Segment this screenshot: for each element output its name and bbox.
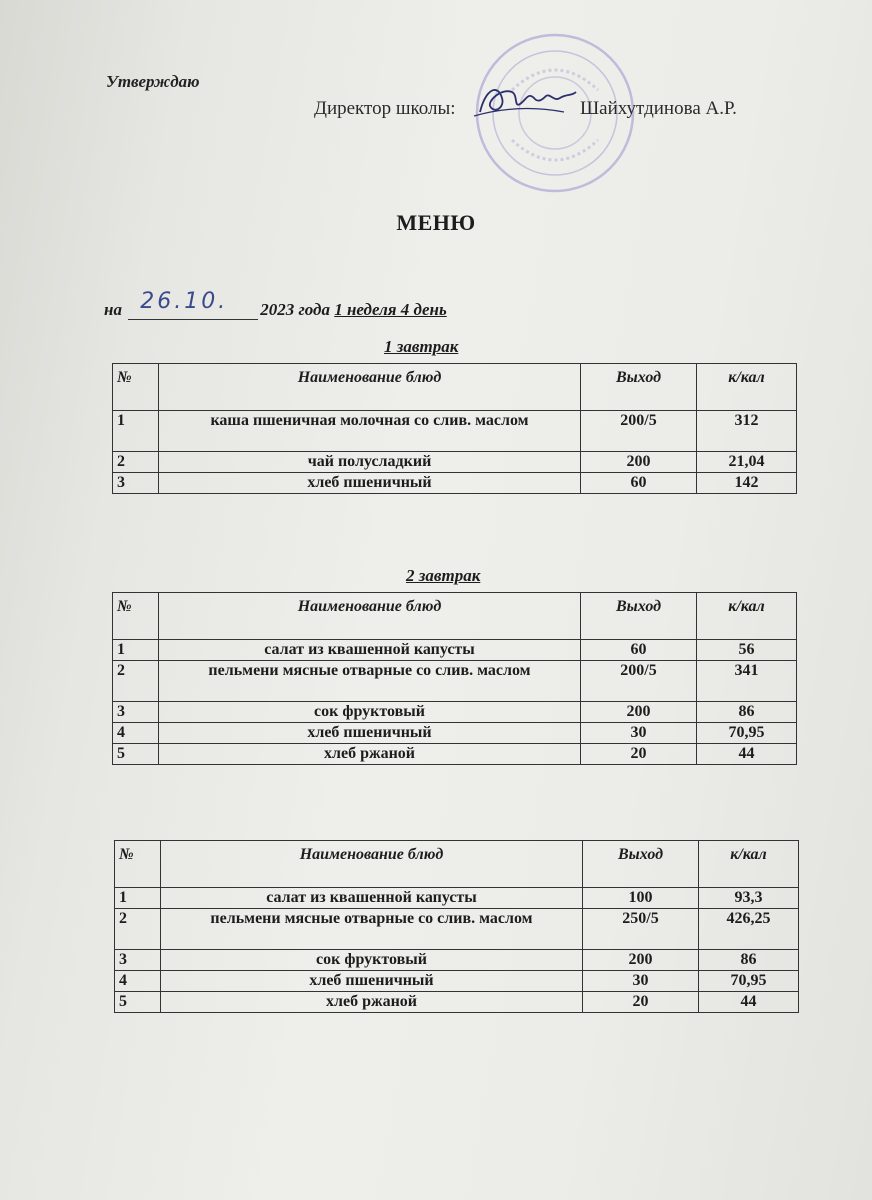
- dish-output: 20: [581, 744, 697, 765]
- table-row: [113, 452, 797, 473]
- row-num: 1: [115, 888, 161, 909]
- dish-kcal: 341: [697, 661, 797, 702]
- dish-output: 200: [583, 950, 699, 971]
- table-row: [113, 744, 797, 765]
- col-num: №: [113, 593, 159, 640]
- row-num: 1: [113, 411, 159, 452]
- col-name: Наименование блюд: [161, 841, 583, 888]
- dish-output: 200/5: [581, 661, 697, 702]
- table-row: [113, 411, 797, 452]
- dish-output: 100: [583, 888, 699, 909]
- row-num: 2: [113, 452, 159, 473]
- dish-name: салат из квашенной капусты: [159, 640, 581, 661]
- col-name: Наименование блюд: [159, 364, 581, 411]
- dish-kcal: 44: [697, 744, 797, 765]
- date-prefix: на: [104, 300, 122, 319]
- dish-kcal: 70,95: [699, 971, 799, 992]
- handwritten-date: 26.10.: [140, 289, 229, 314]
- col-name: Наименование блюд: [159, 593, 581, 640]
- col-kcal: к/кал: [697, 364, 797, 411]
- dish-name: сок фруктовый: [159, 702, 581, 723]
- menu-title: МЕНЮ: [396, 210, 476, 235]
- dish-name: сок фруктовый: [161, 950, 583, 971]
- table-row: [113, 723, 797, 744]
- table-header-row: [113, 593, 797, 640]
- dish-output: 60: [581, 473, 697, 494]
- dish-name: хлеб ржаной: [159, 744, 581, 765]
- table-row: [113, 661, 797, 702]
- date-line: [104, 289, 447, 320]
- row-num: 5: [115, 992, 161, 1013]
- table-row: [115, 909, 799, 950]
- dish-kcal: 56: [697, 640, 797, 661]
- col-output: Выход: [581, 593, 697, 640]
- row-num: 3: [113, 702, 159, 723]
- dish-kcal: 70,95: [697, 723, 797, 744]
- row-num: 2: [115, 909, 161, 950]
- table-row: [113, 640, 797, 661]
- director-label: Директор школы:: [314, 98, 456, 119]
- menu-table-3: [114, 840, 799, 1013]
- director-name: Шайхутдинова А.Р.: [580, 98, 737, 119]
- table-row: [115, 950, 799, 971]
- row-num: 4: [113, 723, 159, 744]
- breakfast-1-table: [112, 363, 797, 494]
- dish-kcal: 426,25: [699, 909, 799, 950]
- dish-name: чай полусладкий: [159, 452, 581, 473]
- col-kcal: к/кал: [697, 593, 797, 640]
- dish-output: 250/5: [583, 909, 699, 950]
- dish-output: 30: [581, 723, 697, 744]
- dish-name: хлеб пшеничный: [159, 723, 581, 744]
- col-kcal: к/кал: [699, 841, 799, 888]
- col-num: №: [115, 841, 161, 888]
- dish-kcal: 312: [697, 411, 797, 452]
- date-blank: [128, 289, 258, 320]
- dish-output: 20: [583, 992, 699, 1013]
- dish-name: хлеб пшеничный: [161, 971, 583, 992]
- row-num: 4: [115, 971, 161, 992]
- table-header-row: [115, 841, 799, 888]
- table-row: [115, 888, 799, 909]
- approve-label: Утверждаю: [106, 72, 200, 91]
- dish-output: 200: [581, 452, 697, 473]
- col-num: №: [113, 364, 159, 411]
- dish-kcal: 93,3: [699, 888, 799, 909]
- row-num: 1: [113, 640, 159, 661]
- row-num: 3: [115, 950, 161, 971]
- dish-name: хлеб ржаной: [161, 992, 583, 1013]
- dish-kcal: 86: [697, 702, 797, 723]
- dish-name: пельмени мясные отварные со слив. маслом: [161, 909, 583, 950]
- dish-output: 200: [581, 702, 697, 723]
- row-num: 3: [113, 473, 159, 494]
- dish-name: каша пшеничная молочная со слив. маслом: [159, 411, 581, 452]
- table-row: [115, 992, 799, 1013]
- table-row: [113, 702, 797, 723]
- row-num: 2: [113, 661, 159, 702]
- dish-name: пельмени мясные отварные со слив. маслом: [159, 661, 581, 702]
- dish-kcal: 86: [699, 950, 799, 971]
- director-signature: [472, 78, 582, 122]
- col-output: Выход: [583, 841, 699, 888]
- table-header-row: [113, 364, 797, 411]
- dish-kcal: 44: [699, 992, 799, 1013]
- section-title-breakfast-2: 2 завтрак: [406, 566, 481, 585]
- dish-name: салат из квашенной капусты: [161, 888, 583, 909]
- col-output: Выход: [581, 364, 697, 411]
- dish-kcal: 142: [697, 473, 797, 494]
- week-day: 1 неделя 4 день: [334, 300, 447, 319]
- director-line: [314, 98, 737, 120]
- dish-output: 60: [581, 640, 697, 661]
- breakfast-2-table: [112, 592, 797, 765]
- year-text: 2023 года: [260, 300, 330, 319]
- dish-output: 200/5: [581, 411, 697, 452]
- row-num: 5: [113, 744, 159, 765]
- section-title-breakfast-1: 1 завтрак: [384, 337, 459, 356]
- table-row: [113, 473, 797, 494]
- table-row: [115, 971, 799, 992]
- dish-name: хлеб пшеничный: [159, 473, 581, 494]
- dish-kcal: 21,04: [697, 452, 797, 473]
- dish-output: 30: [583, 971, 699, 992]
